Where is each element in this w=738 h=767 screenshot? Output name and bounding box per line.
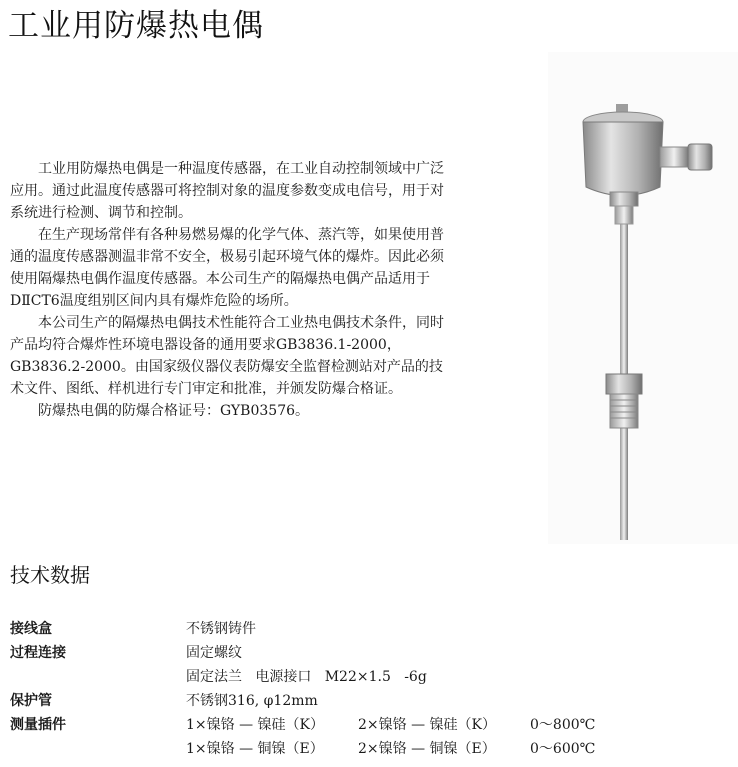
page-title: 工业用防爆热电偶 <box>8 8 264 44</box>
insert-double: 2×镍铬 — 铜镍（E） <box>358 741 496 757</box>
spec-label: 接线盒 <box>10 621 52 637</box>
intro-text <box>10 158 450 422</box>
spec-row-junction-box <box>10 617 730 641</box>
tech-data-heading: 技术数据 <box>10 563 90 587</box>
insert-range: 0～600℃ <box>530 741 596 757</box>
thermocouple-product-image <box>548 52 738 544</box>
insert-double: 2×镍铬 — 镍硅（K） <box>358 717 496 733</box>
insert-single: 1×镍铬 — 铜镍（E） <box>186 741 324 757</box>
intro-paragraph: 在生产现场常伴有各种易燃易爆的化学气体、蒸汽等，如果使用普通的温度传感器测温非常不安全，极易引起环境气体的爆炸。因此必须使用隔爆热电偶作温度传感器。本公司生产的隔爆热电偶产品适用于DⅡCT6温度组别区间内具有爆炸危险的场所。 <box>10 227 444 309</box>
spec-row-measuring-insert <box>10 713 730 737</box>
thermocouple-illustration <box>548 52 738 544</box>
spec-value: 不锈钢316, φ12mm <box>186 693 318 709</box>
intro-paragraph: 本公司生产的隔爆热电偶技术性能符合工业热电偶技术条件，同时产品均符合爆炸性环境电器设备的通用要求GB3836.1-2000，GB3836.2-2000。由国家级仪器仪表防爆安全监督检测站对产品的技术文件、图纸、样机进行专门审定和批准，并颁发防爆合格证。 <box>10 315 444 397</box>
spec-row-process-connection-2 <box>10 665 730 689</box>
spec-label: 测量插件 <box>10 717 66 733</box>
spec-row-protection-tube <box>10 689 730 713</box>
intro-paragraph: 防爆热电偶的防爆合格证号：GYB03576。 <box>38 403 310 419</box>
intro-paragraph: 工业用防爆热电偶是一种温度传感器，在工业自动控制领域中广泛应用。通过此温度传感器可将控制对象的温度参数变成电信号，用于对系统进行检测、调节和控制。 <box>10 161 444 221</box>
spec-label: 过程连接 <box>10 645 66 661</box>
insert-range: 0～800℃ <box>530 717 596 733</box>
insert-single: 1×镍铬 — 镍硅（K） <box>186 717 324 733</box>
spec-value: 不锈钢铸件 <box>186 621 256 637</box>
spec-row-process-connection <box>10 641 730 665</box>
spec-row-measuring-insert-2 <box>10 737 730 761</box>
spec-value: 固定法兰 电源接口 M22×1.5 -6g <box>186 669 427 685</box>
spec-value: 固定螺纹 <box>186 645 242 661</box>
spec-table <box>10 617 730 761</box>
spec-label: 保护管 <box>10 693 52 709</box>
